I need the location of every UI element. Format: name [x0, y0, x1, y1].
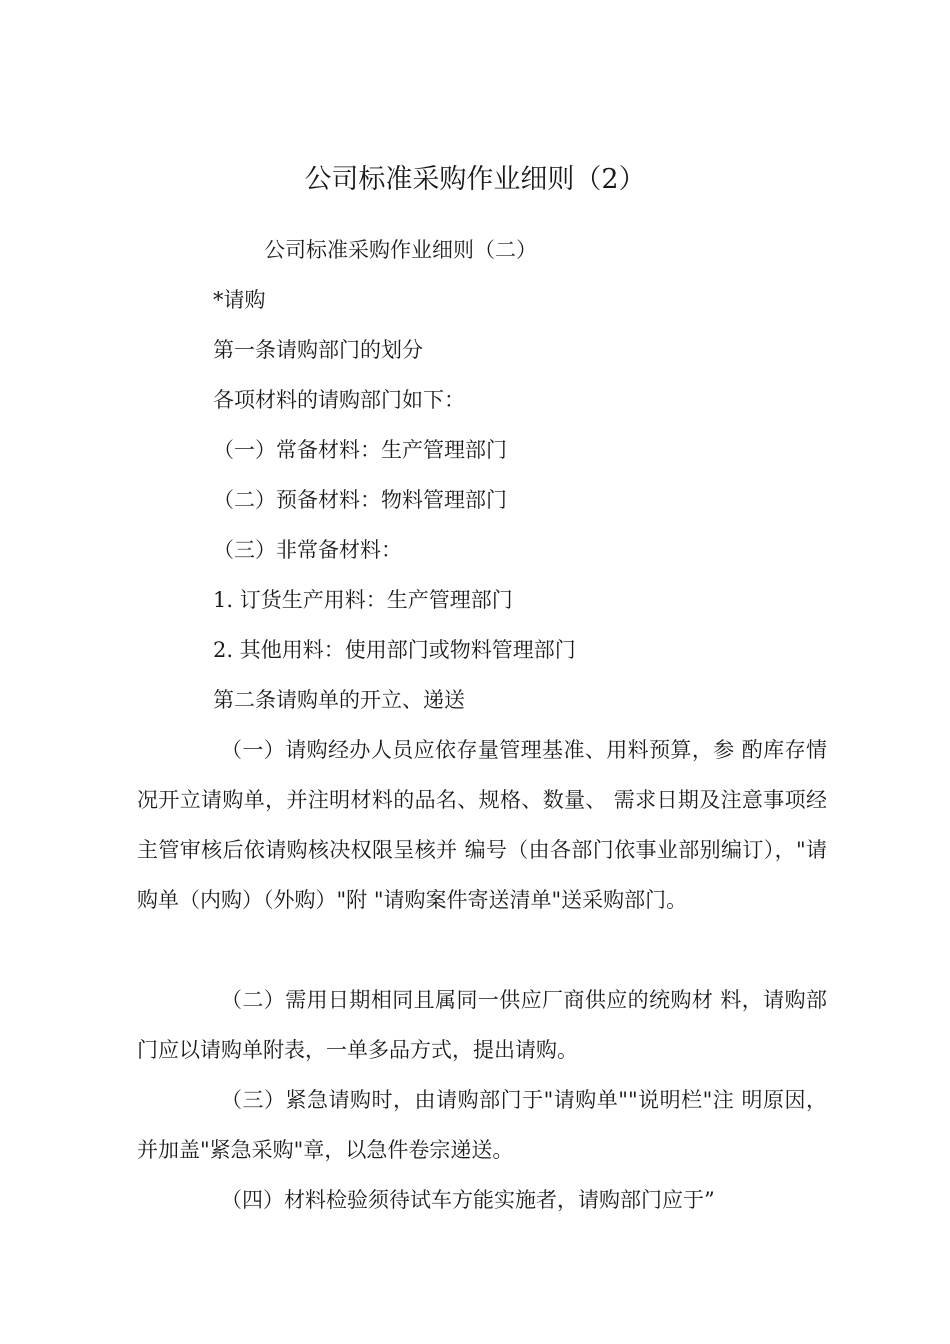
sub-list-item: 1. 订货生产用料：生产管理部门 [213, 588, 513, 612]
document-title: 公司标准采购作业细则（2） [304, 164, 646, 195]
list-item: （一）常备材料：生产管理部门 [213, 438, 507, 462]
paragraph: （一）请购经办人员应依存量管理基准、用料预算，参 酌库存情况开立请购单，并注明材料的品名、规格、数量、 需求日期及注意事项经主管审核后依请购核决权限呈核并 编号（由各部门依事业部别编订），"请购单（内购）（外购）"附 "请购案件寄送清单"送采购部门。 [137, 738, 827, 912]
article-1-heading: 第一条请购部门的划分 [213, 338, 423, 362]
list-item: （二）预备材料：物料管理部门 [213, 488, 507, 512]
document-subtitle: 公司标准采购作业细则（二） [264, 238, 537, 262]
paragraph: （四）材料检验须待试车方能实施者，请购部门应于” [221, 1188, 715, 1212]
paragraph: （二）需用日期相同且属同一供应厂商供应的统购材 料，请购部门应以请购单附表，一单多品方式，提出请购。 [137, 988, 827, 1062]
paragraph: （三）紧急请购时，由请购部门于"请购单""说明栏"注 明原因，并加盖"紧急采购"章，以急件卷宗递送。 [137, 1088, 827, 1162]
list-item: （三）非常备材料： [213, 538, 402, 562]
section-heading: *请购 [213, 288, 266, 312]
sub-list-item: 2. 其他用料：使用部门或物料管理部门 [213, 638, 576, 662]
article-2-heading: 第二条请购单的开立、递送 [213, 688, 465, 712]
article-1-intro: 各项材料的请购部门如下： [213, 388, 465, 412]
